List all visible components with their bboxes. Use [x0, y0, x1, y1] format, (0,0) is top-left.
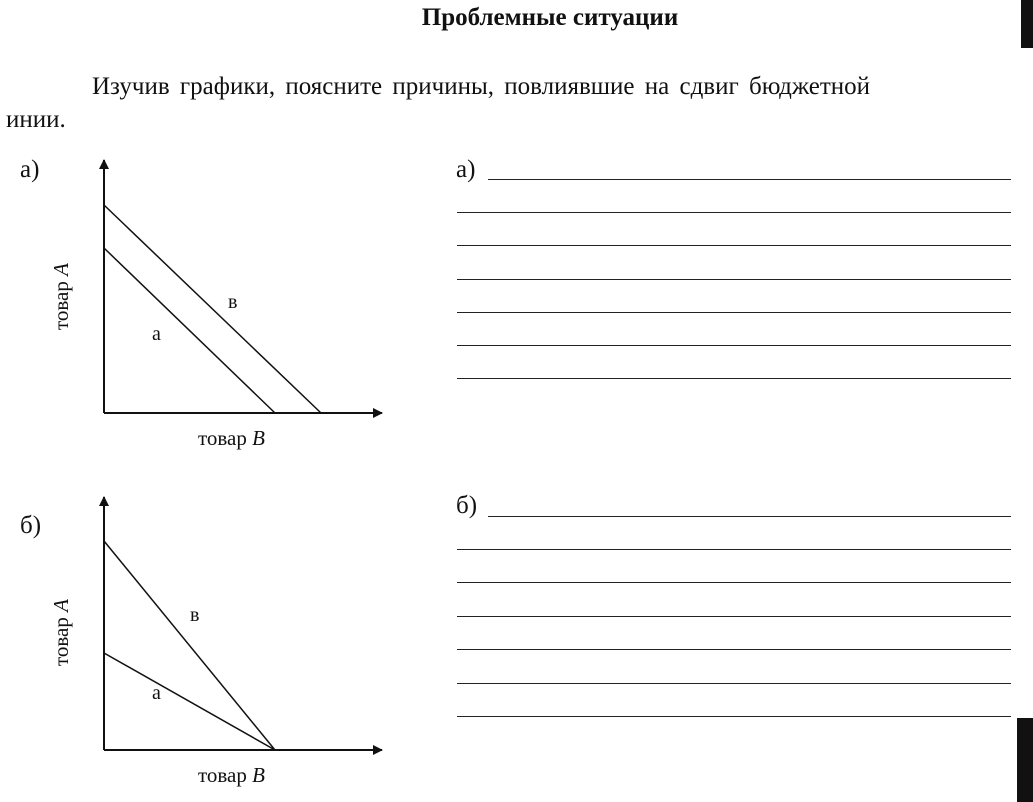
answer-a-line[interactable]: [457, 345, 1011, 346]
xlabel-var: B: [252, 426, 265, 450]
answer-a-line[interactable]: [457, 279, 1011, 280]
ylabel-var: A: [48, 599, 73, 612]
chart-a-svg: [40, 150, 400, 430]
xlabel-text: товар: [198, 763, 253, 787]
answer-b-marker: б): [456, 492, 478, 519]
chart-b-marker: б): [20, 512, 42, 539]
line-label-a: а: [152, 323, 161, 345]
intro-line-2: инии.: [6, 106, 66, 133]
answer-b-line[interactable]: [457, 716, 1011, 717]
chart-b-xlabel: [198, 763, 265, 788]
ylabel-text: товар: [48, 611, 73, 666]
xlabel-text: товар: [198, 426, 253, 450]
page-title: Проблемные ситуации: [421, 4, 679, 31]
line-label-v: в: [228, 291, 238, 313]
budget-line-v: [104, 205, 321, 413]
chart-a: [40, 150, 400, 430]
answer-b-line[interactable]: [488, 516, 1011, 517]
intro-line-1: Изучив графики, поясните причины, повлиявшие на сдвиг бюджетной: [92, 73, 871, 100]
answer-b-line[interactable]: [457, 649, 1011, 650]
scan-edge-top: [1021, 0, 1033, 48]
answer-a-marker: а): [456, 156, 476, 183]
answer-b-line[interactable]: [457, 683, 1011, 684]
chart-b-ylabel: [49, 599, 74, 666]
answer-b-line[interactable]: [457, 582, 1011, 583]
answer-b-line[interactable]: [457, 549, 1011, 550]
ylabel-text: товар: [48, 275, 73, 330]
answer-a-line[interactable]: [457, 245, 1011, 246]
answer-a-line[interactable]: [457, 378, 1011, 379]
budget-line-a: [104, 653, 275, 750]
xlabel-var: B: [252, 763, 265, 787]
line-label-v: в: [190, 604, 200, 626]
scan-edge-bottom: [1017, 718, 1033, 802]
line-label-a: а: [152, 682, 161, 704]
budget-line-a: [104, 248, 275, 413]
answer-b-line[interactable]: [457, 616, 1011, 617]
answer-a-line[interactable]: [457, 212, 1011, 213]
chart-a-ylabel: [49, 263, 74, 330]
chart-b-svg: [40, 487, 400, 767]
chart-a-xlabel: [198, 426, 265, 451]
ylabel-var: A: [48, 263, 73, 276]
answer-a-line[interactable]: [488, 179, 1011, 180]
chart-b: [40, 487, 400, 767]
chart-a-marker: а): [20, 156, 40, 183]
budget-line-v: [104, 541, 275, 750]
intro-paragraph: [0, 70, 1033, 136]
answer-a-line[interactable]: [457, 312, 1011, 313]
